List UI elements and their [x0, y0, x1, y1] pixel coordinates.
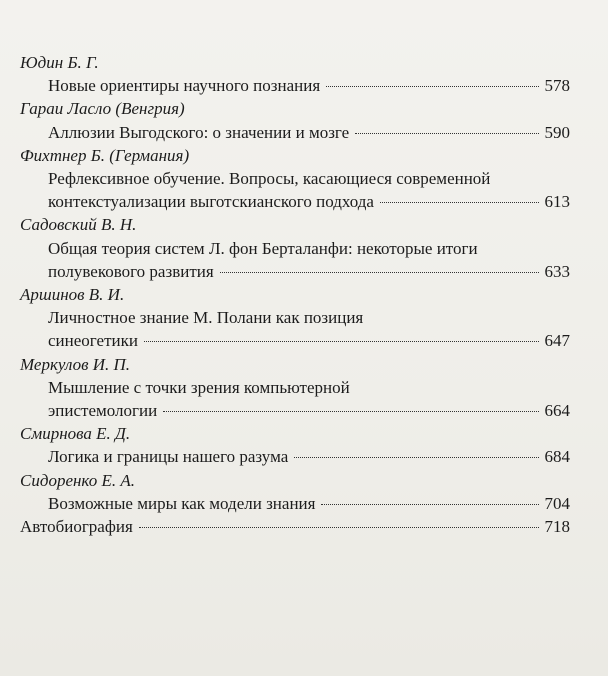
toc-title-line: Автобиография: [20, 517, 133, 537]
toc-author: Гараи Ласло (Венгрия): [20, 99, 185, 119]
toc-title: [20, 74, 570, 97]
toc-title: [20, 237, 570, 283]
toc-title: [20, 492, 570, 515]
toc-page-number: 578: [544, 76, 570, 96]
toc-title: [20, 445, 570, 468]
toc-entry: [20, 213, 570, 283]
toc-entry: [20, 97, 570, 143]
toc-title-line: Общая теория систем Л. фон Берталанфи: некоторые итоги: [48, 238, 478, 258]
toc-entry: [20, 144, 570, 214]
toc-title-line: Логика и границы нашего разума: [48, 447, 289, 467]
toc-author: Юдин Б. Г.: [20, 53, 99, 72]
toc-author: Аршинов В. И.: [20, 285, 125, 305]
toc-author: Меркулов И. П.: [20, 354, 131, 374]
toc-page-number: 590: [544, 122, 570, 142]
toc-title-line: Личностное знание М. Полани как позиция: [48, 308, 364, 328]
toc-author: Садовский В. Н.: [20, 215, 137, 235]
toc-entry: [20, 422, 570, 468]
leader-dots: [355, 133, 538, 134]
toc-author: Смирнова Е. Д.: [20, 424, 131, 444]
toc-title-line: Рефлексивное обучение. Вопросы, касающиеся современной: [48, 169, 491, 189]
toc-title-line: полувекового развития: [48, 261, 214, 281]
toc-page-number: 664: [544, 401, 570, 421]
toc-page-number: 704: [544, 493, 570, 513]
leader-dots: [380, 202, 539, 203]
toc-title-line: Аллюзии Выгодского: о значении и мозге: [48, 122, 350, 142]
toc-title: [20, 376, 570, 422]
toc-title: [20, 121, 570, 144]
leader-dots: [220, 272, 539, 273]
table-of-contents: [20, 51, 570, 538]
toc-entry-autobiography: [20, 515, 570, 538]
leader-dots: [144, 341, 539, 342]
toc-entry: [20, 283, 570, 353]
toc-page-number: 613: [544, 192, 570, 212]
toc-page-number: 633: [544, 261, 570, 281]
leader-dots: [139, 527, 539, 528]
toc-title-line: Новые ориентиры научного познания: [48, 76, 321, 96]
leader-dots: [321, 504, 538, 505]
leader-dots: [326, 86, 538, 87]
toc-entry: [20, 51, 570, 97]
toc-entry: [20, 353, 570, 423]
toc-author: Фихтнер Б. (Германия): [20, 145, 190, 165]
toc-author: Сидоренко Е. А.: [20, 470, 135, 490]
toc-page-number: 647: [544, 331, 570, 351]
leader-dots: [163, 411, 538, 412]
toc-title-line: контекстуализации выготскианского подхода: [48, 192, 374, 212]
toc-title-line: Мышление с точки зрения компьютерной: [48, 377, 350, 397]
toc-title-line: Возможные миры как модели знания: [48, 493, 316, 513]
toc-title: [20, 167, 570, 213]
leader-dots: [294, 457, 538, 458]
toc-title: [20, 306, 570, 352]
toc-page-number: 718: [544, 517, 570, 537]
toc-title-line: эпистемологии: [48, 401, 158, 421]
toc-page-number: 684: [544, 447, 570, 467]
toc-title-line: синеогетики: [48, 331, 138, 351]
toc-entry: [20, 469, 570, 515]
